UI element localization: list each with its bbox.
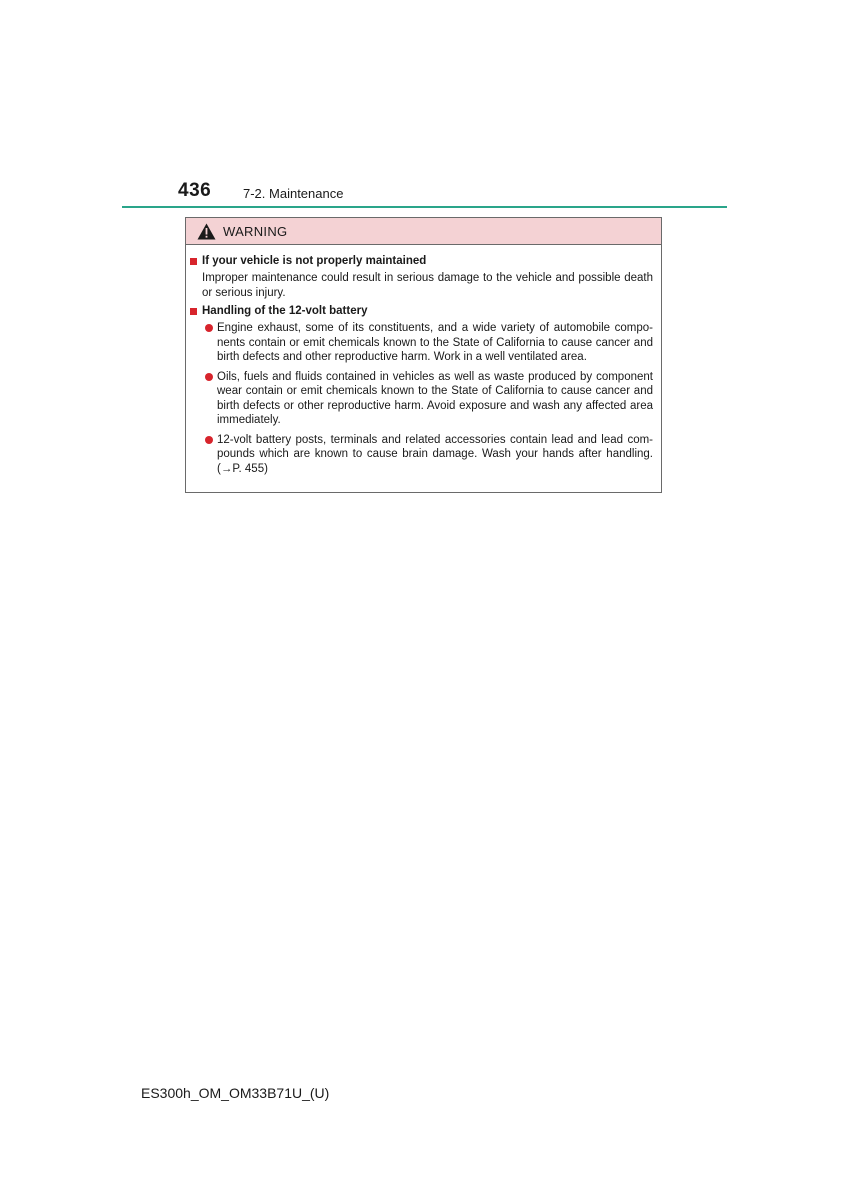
section-heading-text: If your vehicle is not properly maintained — [202, 255, 427, 267]
warning-title: WARNING — [223, 223, 288, 239]
list-item-text: Engine exhaust, some of its constituents, and a wide variety of automobile compo- nents contain or emit chemicals known to the State of California to cause cancer and birth defects and other reproductive harm. Work in a well ventilated area. — [217, 322, 653, 363]
warning-body — [186, 245, 661, 476]
page-number: 436 — [178, 180, 212, 201]
warning-header — [186, 218, 661, 245]
list-item — [190, 370, 653, 428]
round-bullet-icon — [205, 324, 213, 332]
list-item — [190, 321, 653, 365]
round-bullet-icon — [205, 373, 213, 381]
list-item-text: 12-volt battery posts, terminals and related accessories contain lead and lead com- pounds which are known to cause brain damage. Wash your hands after handling. (→P. 455) — [217, 433, 653, 475]
section-text: Improper maintenance could result in serious damage to the vehicle and possible death or serious injury. — [202, 272, 653, 299]
warning-box — [185, 217, 662, 493]
square-bullet-icon — [190, 308, 197, 315]
header-rule — [122, 206, 727, 208]
section-title: 7-2. Maintenance — [243, 186, 344, 201]
list-item — [190, 433, 653, 477]
round-bullet-icon — [205, 436, 213, 444]
warning-triangle-icon — [197, 223, 216, 240]
section-heading — [190, 255, 653, 267]
list-item-text: Oils, fuels and fluids contained in vehicles as well as waste produced by component wear contain or emit chemicals known to the State of California to cause cancer and birth defects or other reproductive harm. Avoid exposure and wash any affected area immediately. — [217, 370, 653, 426]
document-code: ES300h_OM_OM33B71U_(U) — [141, 1085, 330, 1101]
section-heading-text: Handling of the 12-volt battery — [202, 305, 368, 317]
section-heading — [190, 305, 653, 317]
square-bullet-icon — [190, 258, 197, 265]
